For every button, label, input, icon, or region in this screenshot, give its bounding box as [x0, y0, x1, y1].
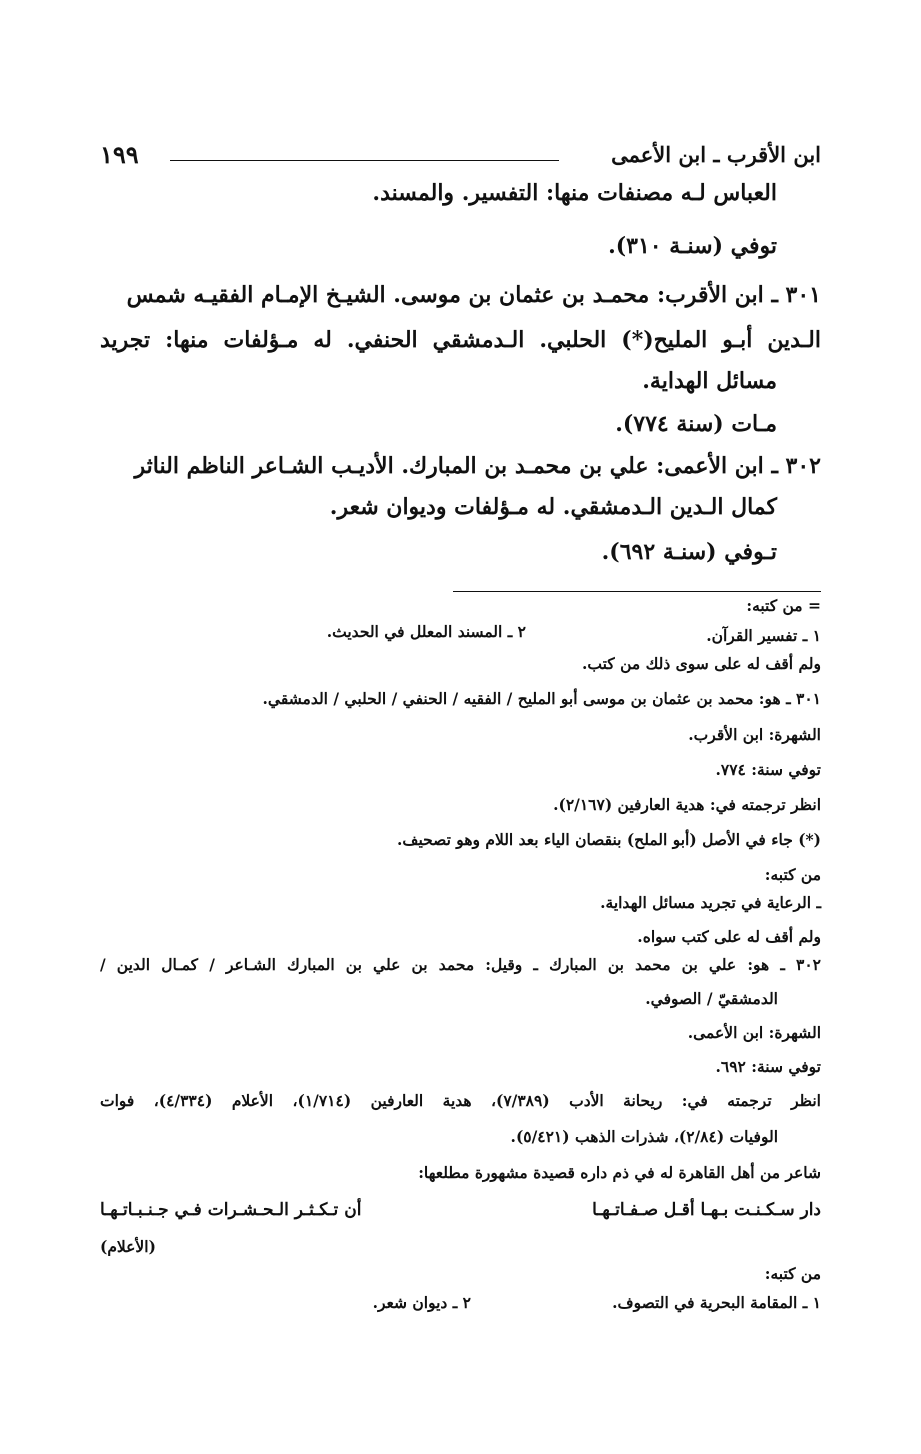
main-line: تـوفي (سنـة ٦٩٢). — [601, 539, 777, 565]
footnote-line: ولم أقف له على سوى ذلك من كتب. — [582, 654, 821, 673]
running-header — [100, 140, 821, 176]
footnote-line: الشهرة: ابن الأعمى. — [687, 1023, 821, 1042]
verse-hemistich-1: دار سـكـنـت بـهـا أقـل صـفـاتـهـا — [592, 1200, 821, 1220]
verse-source: (الأعلام) — [100, 1237, 156, 1256]
footnote-line: ٣٠٢ ـ هو: علي بن محمد بن المبارك ـ وقيل: محمد بن علي بن المبارك الشـاعر / كمـال الدين / — [100, 955, 821, 974]
footnote-line: توفي سنة: ٦٩٢. — [715, 1057, 821, 1076]
main-line: العباس لـه مصنفات منها: التفسير. والمسند. — [372, 180, 777, 206]
verse-hemistich-2: أن تـكـثـر الـحـشـرات فـي جـنـبـاتـهـا — [100, 1200, 362, 1220]
footnote-line: ولم أقف له على كتب سواه. — [637, 927, 821, 946]
entry-301-number: ٣٠١ ـ — [771, 282, 821, 308]
footnote-line: ١ ـ تفسير القرآن. — [706, 626, 821, 645]
main-line: مـات (سنة ٧٧٤). — [615, 411, 777, 437]
footnote-line: من كتبه: — [764, 1264, 821, 1283]
footnote-line: ـ الرعاية في تجريد مسائل الهداية. — [600, 893, 821, 912]
entry-302-text: علي بن محمـد بن المبارك. الأديـب الشـاعر الناظم الناثر — [134, 453, 649, 479]
entry-301-name: ابن الأقرب: — [656, 282, 764, 308]
footnote-line: ٢ ـ ديوان شعر. — [372, 1293, 471, 1312]
header-rule — [170, 160, 559, 161]
main-line: مسائل الهداية. — [642, 368, 777, 394]
entry-302-line1 — [100, 453, 821, 479]
entry-301-text: محمـد بن عثمان بن موسى. الشيـخ الإمـام الفقيـه شمس — [126, 282, 650, 308]
footnote-line: انظر ترجمته في: ريحانة الأدب (٧/٣٨٩)، هدية العارفين (١/٧١٤)، الأعلام (٤/٣٣٤)، فوات — [100, 1091, 821, 1110]
footnote-line: (*) جاء في الأصل (أبو الملح) بنقصان الياء بعد اللام وهو تصحيف. — [397, 830, 821, 849]
running-title: ابن الأقرب ـ ابن الأعمى — [611, 142, 821, 167]
footnote-line: شاعر من أهل القاهرة له في ذم داره قصيدة مشهورة مطلعها: — [418, 1163, 821, 1182]
main-line: توفي (سنـة ٣١٠). — [608, 233, 777, 259]
footnote-line: انظر ترجمته في: هدية العارفين (٢/١٦٧). — [553, 795, 821, 814]
main-line: الـدين أبـو المليح(*) الحلبي. الـدمشقي الحنفي. له مـؤلفات منها: تجريد — [100, 327, 821, 353]
entry-302-number: ٣٠٢ ـ — [771, 453, 821, 479]
footnote-line: الدمشقيّ / الصوفي. — [645, 989, 778, 1008]
main-line: كمال الـدين الـدمشقي. له مـؤلفات وديوان شعر. — [329, 494, 777, 520]
footnote-line: ٣٠١ ـ هو: محمد بن عثمان بن موسى أبو المليح / الفقيه / الحنفي / الحلبي / الدمشقي. — [262, 689, 821, 708]
footnote-line: ١ ـ المقامة البحرية في التصوف. — [612, 1293, 821, 1312]
footnote-line: = من كتبه: — [746, 596, 821, 615]
entry-302-name: ابن الأعمى: — [656, 453, 764, 479]
footnote-line: الوفيات (٢/٨٤)، شذرات الذهب (٥/٤٢١). — [510, 1127, 778, 1146]
footnote-line: من كتبه: — [764, 865, 821, 884]
footnote-line: توفي سنة: ٧٧٤. — [715, 760, 821, 779]
page-number: ١٩٩ — [100, 140, 139, 169]
footnote-line: ٢ ـ المسند المعلل في الحديث. — [326, 622, 526, 641]
entry-301-line1 — [100, 282, 821, 308]
footnote-separator — [453, 591, 821, 592]
footnote-line: الشهرة: ابن الأقرب. — [688, 725, 821, 744]
